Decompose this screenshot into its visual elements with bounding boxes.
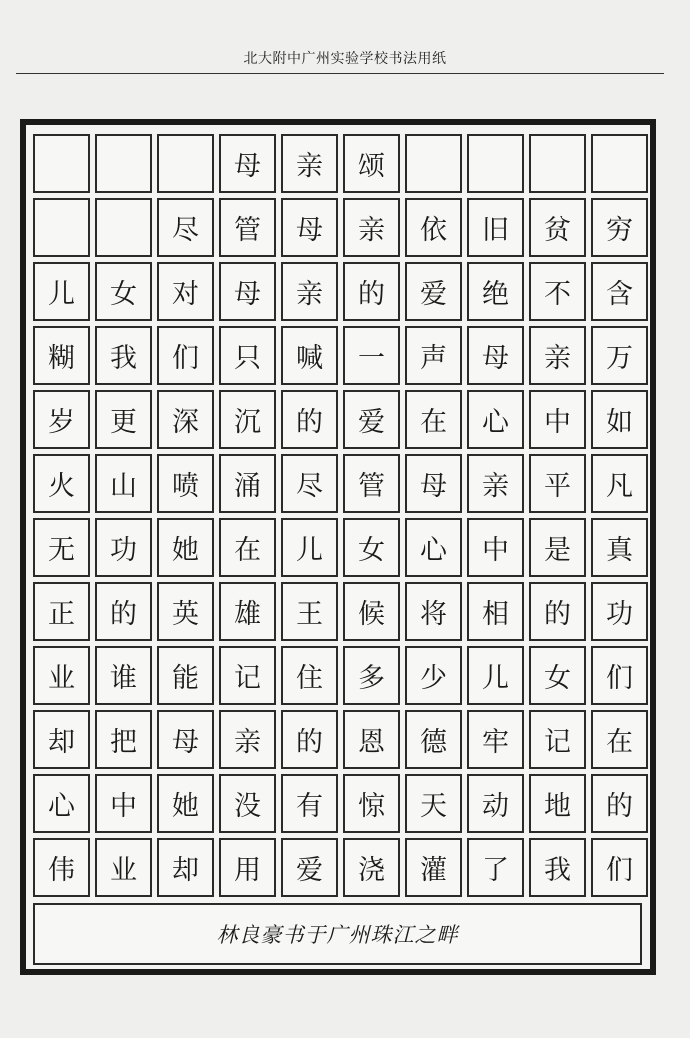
character-cell: 灌 xyxy=(405,838,462,897)
character-cell: 爱 xyxy=(281,838,338,897)
character-cell: 王 xyxy=(281,582,338,641)
character-cell: 儿 xyxy=(33,262,90,321)
character-cell: 岁 xyxy=(33,390,90,449)
character-cell: 儿 xyxy=(467,646,524,705)
character-cell: 在 xyxy=(219,518,276,577)
title-cell xyxy=(529,134,586,193)
character-cell: 爱 xyxy=(343,390,400,449)
character-cell: 牢 xyxy=(467,710,524,769)
character-cell: 平 xyxy=(529,454,586,513)
character-cell: 的 xyxy=(281,710,338,769)
character-cell: 的 xyxy=(95,582,152,641)
character-cell: 火 xyxy=(33,454,90,513)
title-cell: 颂 xyxy=(343,134,400,193)
character-cell: 谁 xyxy=(95,646,152,705)
character-cell: 母 xyxy=(467,326,524,385)
character-cell: 旧 xyxy=(467,198,524,257)
character-cell: 她 xyxy=(157,774,214,833)
character-cell: 惊 xyxy=(343,774,400,833)
character-cell: 英 xyxy=(157,582,214,641)
title-cell xyxy=(95,134,152,193)
character-cell: 她 xyxy=(157,518,214,577)
title-cell xyxy=(405,134,462,193)
character-cell: 中 xyxy=(95,774,152,833)
character-cell: 尽 xyxy=(281,454,338,513)
character-cell: 的 xyxy=(529,582,586,641)
title-cell: 亲 xyxy=(281,134,338,193)
character-cell: 管 xyxy=(219,198,276,257)
character-cell: 母 xyxy=(157,710,214,769)
character-cell: 心 xyxy=(405,518,462,577)
character-cell: 动 xyxy=(467,774,524,833)
character-cell: 的 xyxy=(343,262,400,321)
character-cell: 贫 xyxy=(529,198,586,257)
character-cell: 的 xyxy=(281,390,338,449)
character-cell: 女 xyxy=(95,262,152,321)
character-cell: 爱 xyxy=(405,262,462,321)
character-cell: 恩 xyxy=(343,710,400,769)
character-cell: 德 xyxy=(405,710,462,769)
character-cell: 少 xyxy=(405,646,462,705)
character-cell: 却 xyxy=(33,710,90,769)
character-cell: 们 xyxy=(157,326,214,385)
character-cell: 雄 xyxy=(219,582,276,641)
character-cell: 是 xyxy=(529,518,586,577)
character-cell: 功 xyxy=(591,582,648,641)
character-cell xyxy=(33,198,90,257)
paper-header-title: 北大附中广州实验学校书法用纸 xyxy=(243,51,447,67)
character-cell: 万 xyxy=(591,326,648,385)
character-cell: 凡 xyxy=(591,454,648,513)
character-cell: 在 xyxy=(591,710,648,769)
character-cell: 依 xyxy=(405,198,462,257)
character-cell: 的 xyxy=(591,774,648,833)
character-cell: 管 xyxy=(343,454,400,513)
title-cell: 母 xyxy=(219,134,276,193)
character-cell: 无 xyxy=(33,518,90,577)
title-cell xyxy=(157,134,214,193)
character-cell: 们 xyxy=(591,838,648,897)
title-cell xyxy=(33,134,90,193)
character-cell: 绝 xyxy=(467,262,524,321)
character-cell: 天 xyxy=(405,774,462,833)
character-cell: 穷 xyxy=(591,198,648,257)
character-cell: 声 xyxy=(405,326,462,385)
character-cell: 尽 xyxy=(157,198,214,257)
character-cell: 中 xyxy=(467,518,524,577)
character-cell: 们 xyxy=(591,646,648,705)
character-cell: 山 xyxy=(95,454,152,513)
character-cell: 我 xyxy=(95,326,152,385)
character-cell: 中 xyxy=(529,390,586,449)
character-cell: 涌 xyxy=(219,454,276,513)
character-cell: 沉 xyxy=(219,390,276,449)
character-cell: 更 xyxy=(95,390,152,449)
character-cell: 如 xyxy=(591,390,648,449)
character-cell: 却 xyxy=(157,838,214,897)
character-cell: 亲 xyxy=(529,326,586,385)
character-cell: 功 xyxy=(95,518,152,577)
character-cell: 只 xyxy=(219,326,276,385)
title-cell xyxy=(467,134,524,193)
character-cell: 相 xyxy=(467,582,524,641)
character-cell: 糊 xyxy=(33,326,90,385)
character-cell: 真 xyxy=(591,518,648,577)
character-cell: 儿 xyxy=(281,518,338,577)
character-cell: 没 xyxy=(219,774,276,833)
character-cell: 业 xyxy=(95,838,152,897)
character-cell: 母 xyxy=(219,262,276,321)
character-cell: 女 xyxy=(529,646,586,705)
character-cell: 母 xyxy=(405,454,462,513)
character-cell: 女 xyxy=(343,518,400,577)
character-cell: 喷 xyxy=(157,454,214,513)
signature-box xyxy=(33,903,642,965)
character-cell xyxy=(95,198,152,257)
character-cell: 对 xyxy=(157,262,214,321)
header-divider xyxy=(16,73,664,74)
character-cell: 亲 xyxy=(467,454,524,513)
character-cell: 地 xyxy=(529,774,586,833)
character-cell: 一 xyxy=(343,326,400,385)
character-cell: 伟 xyxy=(33,838,90,897)
character-cell: 浇 xyxy=(343,838,400,897)
character-cell: 在 xyxy=(405,390,462,449)
character-cell: 住 xyxy=(281,646,338,705)
character-cell: 了 xyxy=(467,838,524,897)
character-cell: 深 xyxy=(157,390,214,449)
character-cell: 含 xyxy=(591,262,648,321)
title-cell xyxy=(591,134,648,193)
character-cell: 候 xyxy=(343,582,400,641)
character-cell: 能 xyxy=(157,646,214,705)
character-cell: 亲 xyxy=(281,262,338,321)
character-cell: 将 xyxy=(405,582,462,641)
character-cell: 记 xyxy=(529,710,586,769)
character-cell: 把 xyxy=(95,710,152,769)
character-cell: 多 xyxy=(343,646,400,705)
character-cell: 母 xyxy=(281,198,338,257)
character-cell: 心 xyxy=(33,774,90,833)
character-cell: 喊 xyxy=(281,326,338,385)
character-cell: 我 xyxy=(529,838,586,897)
character-cell: 不 xyxy=(529,262,586,321)
character-cell: 记 xyxy=(219,646,276,705)
signature-text: 林良豪书于广州珠江之畔 xyxy=(216,923,459,947)
character-cell: 正 xyxy=(33,582,90,641)
character-cell: 业 xyxy=(33,646,90,705)
character-cell: 亲 xyxy=(219,710,276,769)
character-cell: 心 xyxy=(467,390,524,449)
character-cell: 有 xyxy=(281,774,338,833)
character-cell: 用 xyxy=(219,838,276,897)
character-cell: 亲 xyxy=(343,198,400,257)
